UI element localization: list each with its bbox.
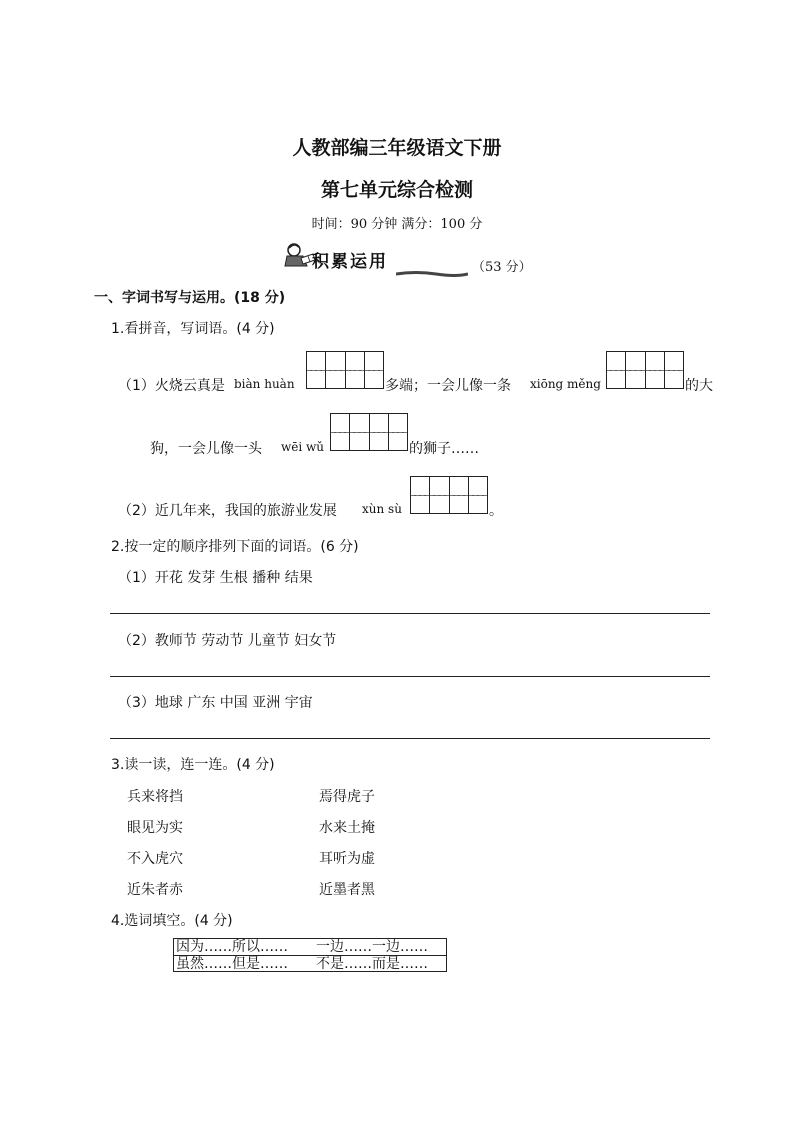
answer-grid-4[interactable]	[410, 476, 488, 514]
idiom-right-3[interactable]: 耳听为虚	[319, 851, 375, 867]
question-1-prompt: 1.看拼音，写词语。(4 分)	[111, 321, 275, 337]
idiom-right-2[interactable]: 水来土掩	[319, 820, 375, 836]
word-option-yibian: 一边……一边……	[316, 939, 428, 955]
answer-line-3[interactable]	[110, 738, 710, 739]
exam-meta: 时间：90 分钟 满分：100 分	[311, 217, 483, 232]
q1-line3-end: 。	[489, 503, 503, 519]
question-3-prompt: 3.读一读，连一连。(4 分)	[111, 757, 275, 773]
idiom-right-1[interactable]: 焉得虎子	[319, 789, 375, 805]
page-title: 人教部编三年级语文下册	[292, 137, 502, 159]
answer-grid-2[interactable]	[606, 351, 684, 389]
q2-item-3: （3）地球 广东 中国 亚洲 宇宙	[118, 695, 313, 711]
question-2-prompt: 2.按一定的顺序排列下面的词语。(6 分)	[111, 539, 359, 555]
q1-line1-mid: 多端；一会儿像一条	[385, 378, 511, 394]
banner-brush-stroke	[396, 262, 468, 266]
page-subtitle: 第七单元综合检测	[320, 179, 473, 201]
q1-line2-prefix: 狗，一会儿像一头	[150, 441, 262, 457]
banner-label: 积累运用	[312, 252, 388, 272]
q2-item-1: （1）开花 发芽 生根 播种 结果	[118, 570, 313, 586]
word-choice-box	[173, 938, 447, 972]
pinyin-xiongmeng: xiōng měng	[530, 377, 601, 391]
q1-line3-prefix: （2）近几年来，我国的旅游业发展	[118, 503, 337, 519]
q1-line2-end: 的狮子……	[409, 441, 479, 457]
word-option-yinwei: 因为……所以……	[176, 939, 288, 955]
banner-score: （53 分）	[472, 260, 532, 275]
idiom-right-4[interactable]: 近墨者黑	[319, 882, 375, 898]
word-option-bushi: 不是……而是……	[316, 956, 428, 972]
q2-item-2: （2）教师节 劳动节 儿童节 妇女节	[118, 633, 337, 649]
answer-grid-1[interactable]	[306, 351, 384, 389]
idiom-left-1[interactable]: 兵来将挡	[127, 789, 183, 805]
question-4-prompt: 4.选词填空。(4 分)	[111, 913, 233, 929]
word-option-suiran: 虽然……但是……	[176, 956, 288, 972]
q1-line1-prefix: （1）火烧云真是	[118, 378, 225, 394]
idiom-left-2[interactable]: 眼见为实	[127, 820, 183, 836]
section-heading: 一、字词书写与运用。(18 分)	[94, 290, 286, 306]
answer-grid-3[interactable]	[330, 413, 408, 451]
pinyin-bianhuan: biàn huàn	[234, 377, 295, 391]
idiom-left-4[interactable]: 近朱者赤	[127, 882, 183, 898]
answer-line-1[interactable]	[110, 613, 710, 614]
pinyin-xunsu: xùn sù	[362, 502, 402, 516]
answer-line-2[interactable]	[110, 676, 710, 677]
idiom-left-3[interactable]: 不入虎穴	[127, 851, 183, 867]
q1-line1-end: 的大	[685, 378, 713, 394]
pinyin-weiwu: wēi wǔ	[281, 440, 325, 454]
